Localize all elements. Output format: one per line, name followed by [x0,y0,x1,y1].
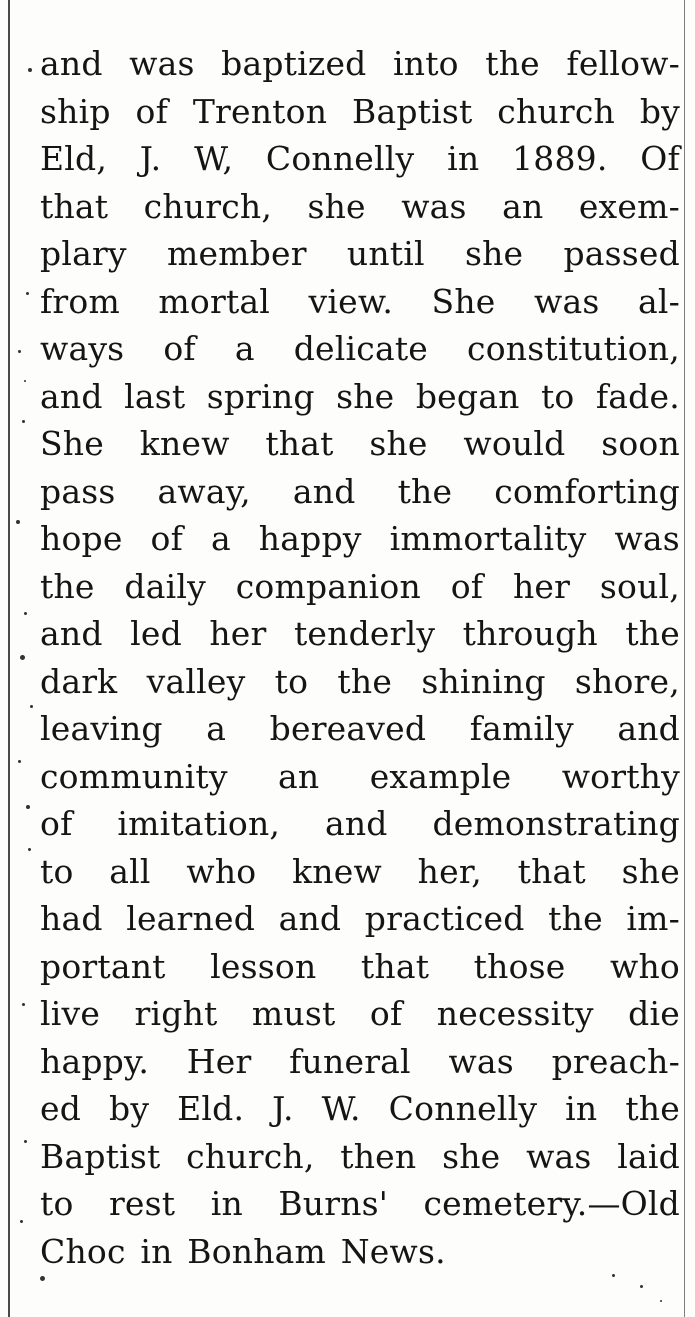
article-line: live right must of necessity die [40,994,680,1033]
article-line: to all who knew her, that she [40,851,680,891]
print-speck [28,68,32,72]
article-line: She knew that she would soon [40,424,680,463]
article-line: portant lesson that those who [40,946,680,986]
article-line: the daily companion of her soul, [40,566,680,606]
print-speck [26,292,29,295]
print-speck [16,520,20,524]
print-speck [40,1276,45,1281]
article-line: to rest in Burns' cemetery.—Old [40,1184,680,1223]
print-speck [28,848,31,851]
article-line: ship of Trenton Baptist church by [40,91,680,131]
obituary-article [40,40,680,1275]
print-speck [20,655,25,660]
article-line: and last spring she began to fade. [40,376,680,416]
article-line: community an example worthy [40,756,680,796]
article-line: pass away, and the comforting [40,471,680,511]
right-column-rule [684,0,685,1317]
article-line: leaving a bereaved family and [40,709,680,748]
print-speck [18,760,21,763]
article-line: hope of a happy immortality was [40,519,680,558]
print-speck [18,350,21,353]
article-line: ed by Eld. J. W. Connelly in the [40,1089,680,1128]
print-speck [26,805,30,809]
article-line: ways of a delicate constitution, [40,329,680,368]
article-line: that church, she was an exem- [40,186,680,226]
article-line: and was baptized into the fellow- [40,44,680,83]
print-speck [24,1140,27,1143]
print-speck [22,420,25,423]
article-line: happy. Her funeral was preach- [40,1041,680,1081]
article-line: from mortal view. She was al- [40,281,680,321]
print-speck [24,380,26,382]
article-line: Baptist church, then she was laid [40,1136,680,1176]
article-line: plary member until she passed [40,234,680,273]
print-speck [20,1220,23,1223]
article-line: Choc in Bonham News. [40,1231,446,1271]
article-line: had learned and practiced the im- [40,899,680,938]
print-speck [640,1285,643,1288]
print-speck [612,1274,615,1277]
article-line: and led her tenderly through the [40,614,680,653]
article-line: dark valley to the shining shore, [40,661,680,701]
print-speck [660,1300,662,1302]
print-speck [22,1003,25,1006]
print-speck [30,705,33,708]
print-speck [24,612,27,615]
left-column-rule [8,0,10,1317]
article-line: Eld, J. W, Connelly in 1889. Of [40,139,680,178]
article-line: of imitation, and demonstrating [40,804,680,843]
